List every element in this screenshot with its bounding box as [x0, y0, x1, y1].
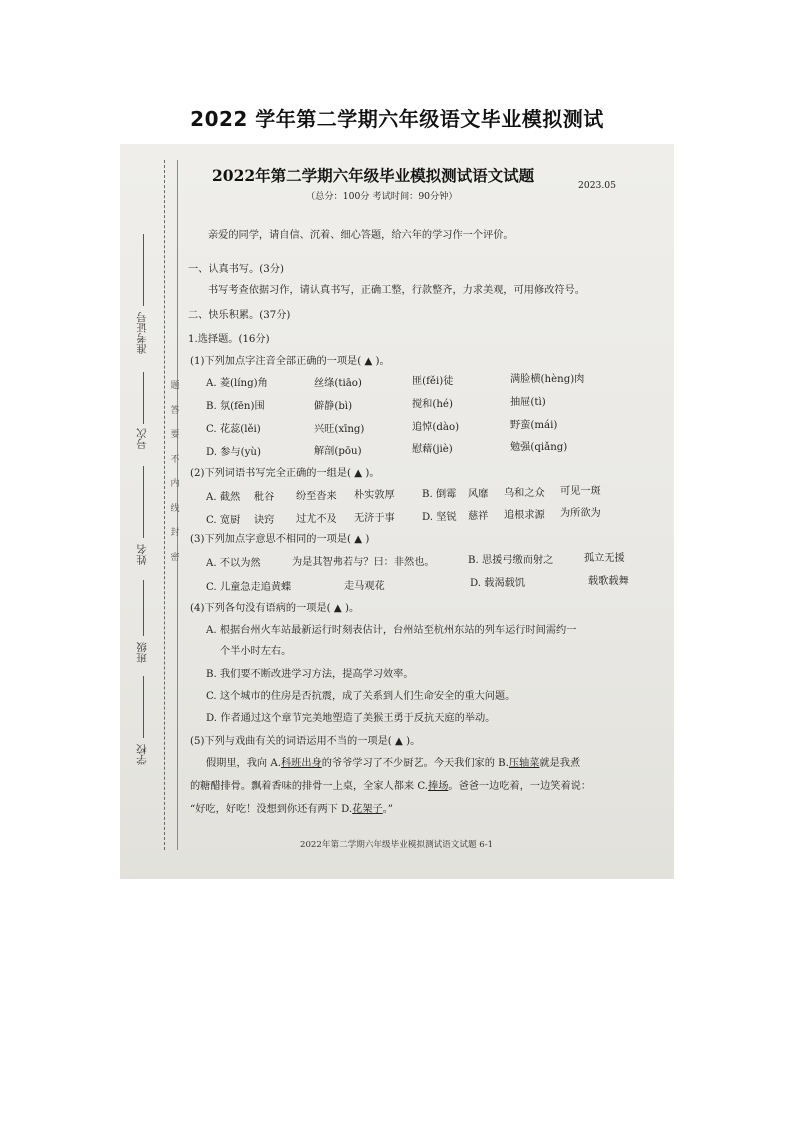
q1-1-option: 满脸横(hèng)肉 — [510, 374, 585, 385]
q1-2-option: 无济于事 — [354, 513, 395, 524]
q1-2-option: 诀窍 — [254, 515, 275, 526]
q1-2-option: 过尤不及 — [296, 514, 337, 525]
q1-3-option: 走马观花 — [344, 581, 385, 592]
q1-2-option: 乌和之众 — [504, 488, 545, 499]
exam-subheading: （总分：100分 考试时间：90分钟） — [306, 191, 458, 202]
q1-5-stem: (5)下列与戏曲有关的词语运用不当的一项是( ▲ )。 — [190, 736, 421, 747]
q1-2-stem: (2)下列词语书写完全正确的一组是( ▲ )。 — [190, 468, 380, 479]
q1-2-option: D. 坚锐 — [422, 512, 457, 523]
q1-1-option: 兴旺(xīng) — [314, 424, 365, 435]
q1-3-option: A. 不以为然 — [206, 558, 261, 569]
q1-2-option: 朴实敦厚 — [354, 490, 395, 501]
q1-3-option: 孤立无援 — [584, 553, 625, 564]
q1-1-option: 勉强(qiǎng) — [510, 442, 568, 453]
q1-2-option: 秕谷 — [254, 492, 275, 503]
page-title: 2022 学年第二学期六年级语文毕业模拟测试 — [190, 107, 604, 131]
q1-5-line-2: 的糖醋排骨。飘着香味的排骨一上桌，全家人都来 C.捧场。爸爸一边吃着，一边笑着说： — [190, 781, 592, 792]
q1-2-option: 慈祥 — [468, 511, 489, 522]
q1-4-option-d: D. 作者通过这个章节完美地塑造了美猴王勇于反抗天庭的举动。 — [206, 713, 496, 724]
q1-4-option-a-cont: 个半小时左右。 — [220, 646, 292, 657]
q1-5-line-3: “好吃，好吃！没想到你还有两下 D.花架子。” — [190, 804, 393, 815]
seal-line — [164, 160, 165, 850]
q1-1-option: C. 花蕊(lěi) — [206, 424, 261, 435]
q1-4-stem: (4)下列各句没有语病的一项是( ▲ )。 — [190, 603, 360, 614]
exam-date: 2023.05 — [578, 180, 616, 191]
q1-3-option: B. 思援弓缴而射之 — [468, 555, 554, 566]
q1-1-option: 僻静(bì) — [314, 401, 353, 412]
binding-margin — [120, 144, 180, 864]
section-1-title: 一、认真书写。(3分) — [188, 264, 284, 275]
q1-1-option: 抽屉(tì) — [510, 397, 546, 408]
q1-4-option-b: B. 我们要不断改进学习方法，提高学习效率。 — [206, 669, 414, 680]
q1-title: 1.选择题。(16分) — [188, 334, 270, 345]
exam-heading: 2022年第二学期六年级毕业模拟测试语文试题 — [212, 166, 535, 185]
q1-1-option: 解剖(pōu) — [314, 446, 362, 457]
q1-2-option: 为所欲为 — [560, 508, 601, 519]
q1-3-stem: (3)下列加点字意思不相同的一项是( ▲ ) — [190, 534, 370, 545]
q1-3-option: 载歌载舞 — [588, 576, 629, 587]
q1-1-option: A. 菱(líng)角 — [206, 378, 268, 389]
q1-1-stem: (1)下列加点字注音全部正确的一项是( ▲ )。 — [190, 356, 390, 367]
class-label: 班级 — [136, 642, 148, 663]
intro-text: 亲爱的同学，请自信、沉着、细心答题，给六年的学习作一个评价。 — [208, 230, 514, 241]
q1-1-option: B. 氛(fēn)围 — [206, 401, 265, 412]
name-label: 姓名 — [136, 544, 148, 565]
q1-1-option: 匪(fěi)徒 — [412, 376, 454, 387]
q1-1-option: 野蛮(mái) — [510, 420, 558, 431]
q1-2-option: B. 倒霉 — [422, 489, 457, 500]
q1-3-option: 为是其智弗若与？曰：非然也。 — [292, 557, 435, 568]
section-1-body: 书写考查依据习作，请认真书写，正确工整，行款整齐，力求美观，可用修改符号。 — [208, 285, 585, 296]
q1-2-option: 纷至沓来 — [296, 491, 337, 502]
exam-paper-photo — [120, 144, 674, 879]
q1-2-option: A. 截然 — [206, 492, 241, 503]
exam-no-label: 准考证号 — [136, 312, 148, 354]
seat-no-label: 号次 — [136, 428, 148, 449]
exam-content — [188, 144, 664, 864]
q1-2-option: 追根求源 — [504, 510, 545, 521]
q1-2-option: 风靡 — [468, 489, 489, 500]
page-footer: 2022年第二学期六年级毕业模拟测试语文试题 6-1 — [300, 840, 494, 850]
q1-1-option: 慰藉(jiè) — [412, 444, 453, 455]
q1-2-option: 可见一斑 — [560, 486, 601, 497]
q1-1-option: 丝绦(tiāo) — [314, 378, 362, 389]
q1-4-option-a: A. 根据台州火车站最新运行时刻表估计，台州站至杭州东站的列车运行时间需约一 — [206, 625, 577, 636]
school-label: 学校 — [136, 744, 148, 765]
q1-4-option-c: C. 这个城市的住房是否抗震，成了关系到人们生命安全的重大问题。 — [206, 691, 516, 702]
q1-1-option: 追悼(dào) — [412, 422, 460, 433]
q1-1-option: D. 参与(yù) — [206, 447, 261, 458]
q1-3-option: D. 载渴载饥 — [470, 578, 526, 589]
q1-5-line-1: 假期里，我向 A.科班出身的爷爷学习了不少厨艺。今天我们家的 B.压轴菜就是我煮 — [206, 758, 581, 769]
q1-3-option: C. 儿童急走追黄蝶 — [206, 582, 292, 593]
seal-warning: 题 答 要 不 内 线 封 密 — [170, 381, 180, 563]
q1-1-option: 搅和(hé) — [412, 399, 453, 410]
section-2-title: 二、快乐积累。(37分) — [188, 310, 291, 321]
q1-2-option: C. 宽厨 — [206, 515, 241, 526]
